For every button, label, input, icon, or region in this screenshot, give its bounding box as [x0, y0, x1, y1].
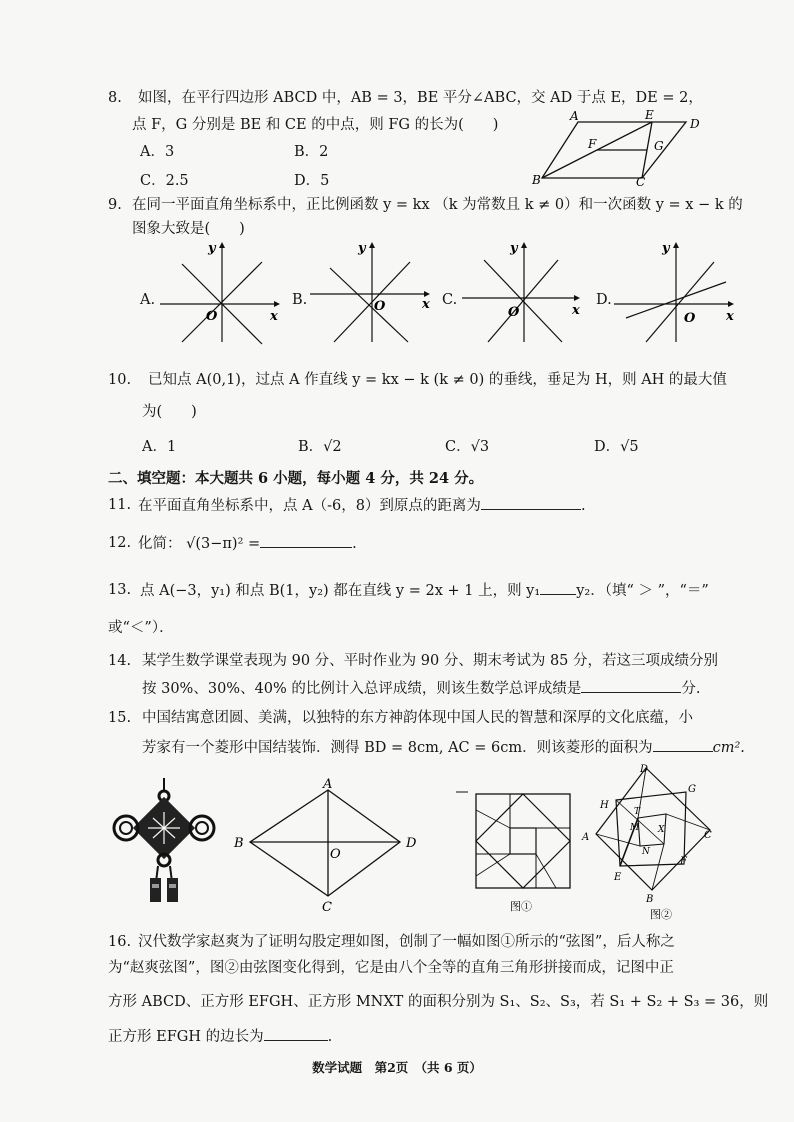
q13-answer-blank[interactable]: [540, 580, 576, 595]
q8-stem-line2: 点 F，G 分别是 BE 和 CE 的中点，则 FG 的长为( ): [132, 117, 499, 133]
q14-line2: [142, 678, 701, 699]
q9b-axis-x: x: [422, 297, 430, 312]
q11-answer-blank[interactable]: [481, 495, 581, 510]
q10-stem-line1: 已知点 A(0,1)，过点 A 作直线 y = kx − k (k ≠ 0) 的垂线，垂足为 H，则 AH 的最大值: [148, 372, 727, 388]
q9d-axis-x: x: [726, 309, 734, 324]
q9-stem-line2: 图象大致是( ): [132, 221, 245, 237]
q10-option-b: B．√2: [298, 439, 342, 455]
q16-line4: [108, 1026, 332, 1047]
q14-stem-line2: 按 30%、30%、40% 的比例计入总评成绩，则该生数学总评成绩是: [142, 681, 582, 697]
q15-label-b: B: [234, 836, 244, 851]
q9-option-c: C.: [442, 292, 458, 308]
q8-number: 8.: [108, 90, 122, 106]
fig2-label-c: C: [704, 830, 712, 841]
q11-stem: 在平面直角坐标系中，点 A（-6，8）到原点的距离为: [138, 498, 481, 514]
fig2-label-m: M: [630, 823, 640, 833]
q8-option-a: A．3: [140, 144, 175, 160]
q12-expression: √(3−π)² =: [186, 536, 261, 552]
q15-rhombus-figure: [230, 777, 430, 915]
q15-unit: cm².: [712, 740, 745, 756]
q9-option-b: B.: [292, 292, 308, 308]
q9a-axis-y: y: [208, 241, 216, 256]
fig2-label-d: D: [640, 764, 649, 775]
q9c-axis-x: x: [572, 303, 580, 318]
q8-option-c: C．2.5: [140, 173, 189, 189]
fig2-label-x: X: [658, 825, 665, 835]
q14-number: 14.: [108, 653, 132, 669]
q8-option-d: D．5: [294, 173, 330, 189]
q14-stem-line1: 某学生数学课堂表现为 90 分、平时作业为 90 分、期末考试为 85 分，若这三项成绩分别: [142, 653, 719, 669]
q15-label-c: C: [322, 900, 332, 915]
q9-graph-a: [160, 238, 285, 348]
q8-option-b: B．2: [294, 144, 329, 160]
q9b-axis-y: y: [358, 241, 366, 256]
string-diagram-figure-1: [456, 790, 576, 914]
q16-end: .: [327, 1029, 333, 1045]
q12-number: 12.: [108, 535, 132, 551]
chinese-knot-image: [108, 778, 220, 906]
q13-number: 13.: [108, 582, 132, 598]
fig2-caption: 图②: [650, 908, 672, 921]
fig2-label-a: A: [582, 832, 590, 843]
q9-number: 9.: [108, 197, 122, 213]
q16-stem-line3: 方形 ABCD、正方形 EFGH、正方形 MNXT 的面积分别为 S₁、S₂、S₃，若 S₁ + S₂ + S₃ = 36，则: [108, 994, 769, 1010]
q13-stem: 点 A(−3，y₁) 和点 B(1，y₂) 都在直线 y = 2x + 1 上，则 y₁: [140, 583, 541, 599]
q15-number: 15.: [108, 710, 132, 726]
q10-option-d: D．√5: [594, 439, 639, 455]
section2-title: 二、填空题：本大题共 6 小题，每小题 4 分，共 24 分。: [108, 470, 484, 487]
q9-graph-d: [614, 238, 739, 348]
q12-line: [138, 533, 357, 554]
q9-option-d: D.: [596, 292, 612, 308]
q9c-origin: O: [508, 305, 520, 320]
q9c-axis-y: y: [510, 241, 518, 256]
q14-unit: 分.: [681, 681, 701, 697]
fig2-label-e: E: [614, 872, 622, 883]
q8-label-a: A: [570, 109, 579, 123]
q8-label-f: F: [588, 137, 597, 151]
q10-option-c: C．√3: [445, 439, 490, 455]
q8-label-b: B: [532, 173, 541, 187]
q9-stem-line1: 在同一平面直角坐标系中，正比例函数 y = kx （k 为常数且 k ≠ 0）和一次函数 y = x − k 的: [132, 197, 743, 213]
q16-stem-line4: 正方形 EFGH 的边长为: [108, 1029, 264, 1045]
q14-answer-blank[interactable]: [581, 678, 681, 693]
q15-line2: [142, 737, 745, 758]
string-diagram-figure-2: [582, 760, 724, 921]
q11-number: 11.: [108, 497, 132, 513]
q10-stem-line2: 为( ): [142, 404, 197, 420]
q15-label-d: D: [406, 836, 417, 851]
page-footer: 数学试题 第2页 （共 6 页）: [312, 1060, 482, 1075]
fig2-label-h: H: [600, 800, 609, 811]
q10-option-a: A．1: [142, 439, 177, 455]
q16-answer-blank[interactable]: [264, 1026, 328, 1041]
q8-label-c: C: [636, 175, 646, 189]
q8-label-g: G: [654, 139, 664, 153]
q12-answer-blank[interactable]: [260, 533, 352, 548]
fig2-label-g: G: [688, 784, 696, 795]
q10-number: 10.: [108, 372, 132, 388]
fig2-label-t: T: [634, 807, 641, 817]
q15-label-o: O: [330, 847, 341, 862]
fig1-caption: 图①: [510, 900, 532, 913]
q9a-axis-x: x: [270, 309, 278, 324]
q15-answer-blank[interactable]: [653, 737, 713, 752]
q8-stem-line1: 如图，在平行四边形 ABCD 中，AB = 3，BE 平分∠ABC，交 AD 于点 E，DE = 2，: [138, 90, 703, 106]
q9-graph-c: [462, 238, 587, 348]
q8-parallelogram-figure: [530, 108, 720, 188]
q8-label-e: E: [645, 108, 654, 122]
q15-stem-line2: 芳家有一个菱形中国结装饰．测得 BD = 8cm, AC = 6cm．则该菱形的面积为: [142, 740, 653, 756]
q13-stem-line2: 或“＜”）．: [108, 620, 174, 636]
q16-stem-line1: 汉代数学家赵爽为了证明勾股定理如图，创制了一幅如图①所示的“弦图”，后人称之: [138, 934, 675, 950]
q12-end: .: [352, 536, 357, 552]
q15-stem-line1: 中国结寓意团圆、美满，以独特的东方神韵体现中国人民的智慧和深厚的文化底蕴，小: [142, 710, 693, 726]
q13-mid: y₂．（填“ ＞ ”，“＝”: [576, 583, 709, 599]
q13-line: [140, 580, 709, 601]
q11-end: .: [580, 498, 586, 514]
q9-option-a: A.: [140, 292, 156, 308]
q9d-origin: O: [684, 311, 696, 326]
q8-label-d: D: [690, 117, 700, 131]
q15-label-a: A: [323, 777, 333, 792]
q9b-origin: O: [374, 299, 386, 314]
q9-graph-b: [310, 238, 435, 348]
fig2-label-f: F: [680, 856, 687, 867]
q11-line: [138, 495, 586, 516]
q16-stem-line2: 为“赵爽弦图”，图②由弦图变化得到，它是由八个全等的直角三角形拼接而成，记图中正: [108, 960, 674, 976]
fig2-label-n: N: [642, 847, 650, 857]
fig2-label-b: B: [646, 894, 654, 905]
q9d-axis-y: y: [662, 241, 670, 256]
q16-number: 16.: [108, 934, 132, 950]
q9a-origin: O: [206, 309, 218, 324]
q12-stem: 化简：: [138, 536, 182, 552]
